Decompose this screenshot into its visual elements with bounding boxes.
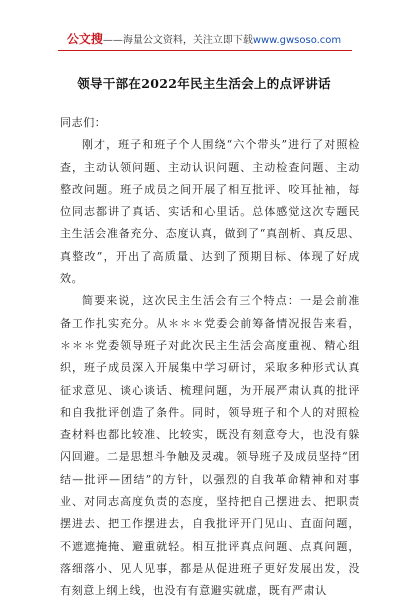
header-tagline: 海量公文资料，关注立即下载 (122, 35, 253, 46)
brand-logo[interactable]: 公文搜 (66, 32, 103, 46)
site-header (0, 32, 408, 48)
document-title: 领导干部在2022年民主生活会上的点评讲话 (77, 76, 331, 91)
salutation: 同志们： (60, 116, 107, 129)
header-separator: —— (102, 35, 123, 46)
document-body (60, 112, 360, 603)
header-divider (58, 50, 352, 51)
paragraph: 刚才，班子和班子个人围绕“六个带头”进行了对照检查，主动认领问题、主动认识问题、主动检查问题、主动整改问题。班子成员之间开展了相互批评、咬耳扯袖，每位同志都讲了真话、实话和心里话。总体感觉这次专题民主生活会准备充分、态度认真，做到了“真剖析、真反思、真整改”，开出了高质量、达到了预期目标、体现了好成效。 (60, 138, 360, 286)
site-url-link[interactable]: www.gwsoso.com (252, 35, 342, 46)
paragraph: 简要来说，这次民主生活会有三个特点：一是会前准备工作扎实充分。从＊＊＊党委会前筹备情况报告来看，＊＊＊党委领导班子对此次民主生活会高度重视、精心组织，班子成员深入开展集中学习研讨，采取多种形式认真征求意见、谈心谈话、梳理问题，为开展严肃认真的批评和自我批评创造了条件。同时，领导班子和个人的对照检查材料也都比较准、比较实，既没有刻意夸大，也没有躲闪回避。二是思想斗争触及灵魂。领导班子及成员坚持“团结—批评—团结”的方针，以强烈的自我革命精神和对事业、对同志高度负责的态度，坚持把自己摆进去、把职责摆进去、把工作摆进去，自我批评开门见山、直面问题，不遮遮掩掩、避重就轻。相互批评真点问题、点真问题，落细落小、见人见事，都是从促进班子更好发展出发，没有刻意上纲上线，也没有有意避实就虚，既有严肃认 (60, 294, 360, 598)
